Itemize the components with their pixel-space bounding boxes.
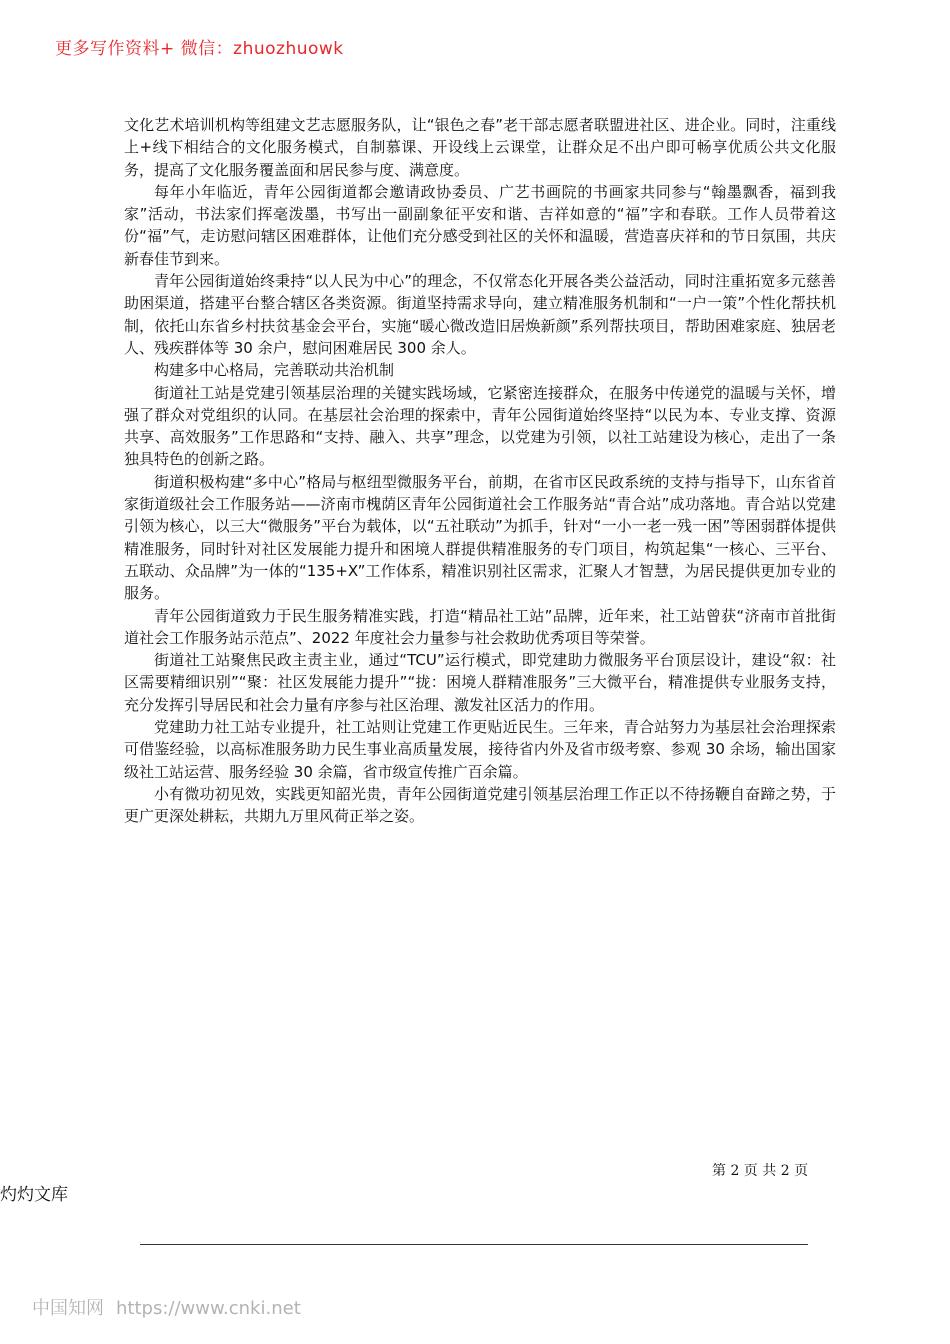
paragraph: 青年公园街道始终秉持“以人民为中心”的理念，不仅常态化开展各类公益活动，同时注重拓宽多元慈善助困渠道，搭建平台整合辖区各类资源。街道坚持需求导向，建立精准服务机制和“一户一策”个性化帮扶机制，依托山东省乡村扶贫基金会平台，实施“暖心微改造旧居焕新颜”系列帮扶项目，帮助困难家庭、独居老人、残疾群体等 30 余户，慰问困难居民 300 余人。 — [124, 272, 837, 357]
paragraph: 街道社工站是党建引领基层治理的关键实践场域，它紧密连接群众，在服务中传递党的温暖与关怀，增强了群众对党组织的认同。在基层社会治理的探索中，青年公园街道始终坚持“以民为本、专业支撑、资源共享、高效服务”工作思路和“支持、融入、共享”理念，以党建为引领，以社工站建设为核心，走出了一条独具特色的创新之路。 — [124, 383, 836, 469]
watermark-url: https://www.cnki.net — [116, 1298, 301, 1319]
article-body — [124, 114, 836, 828]
promo-banner-text: 更多写作资料+ 微信：zhuozhuowk — [55, 39, 344, 59]
paragraph: 小有微功初见效，实践更知韶光贵，青年公园街道党建引领基层治理工作正以不待扬鞭自奋蹄之势，于更广更深处耕耘，共期九万里风荷正举之姿。 — [124, 784, 836, 826]
paragraph: 每年小年临近，青年公园街道都会邀请政协委员、广艺书画院的书画家共同参与“翰墨飘香，福到我家”活动，书法家们挥毫泼墨，书写出一副副象征平安和谐、吉祥如意的“福”字和春联。工作人员带着这份“福”气，走访慰问辖区困难群体，让他们充分感受到社区的关怀和温暖，营造喜庆祥和的节日氛围，共庆新春佳节到来。 — [124, 182, 836, 268]
paragraph: 街道社工站聚焦民政主责主业，通过“TCU”运行模式，即党建助力微服务平台顶层设计，建设“叙：社区需要精细识别”“聚：社区发展能力提升”“拢：困境人群精准服务”三大微平台，精准提供专业服务支持，充分发挥引导居民和社会力量有序参与社区治理、激发社区活力的作用。 — [124, 651, 836, 714]
section-heading: 构建多中心格局，完善联动共治机制 — [154, 361, 395, 380]
footer-divider — [140, 1244, 808, 1245]
paragraph: 街道积极构建“多中心”格局与枢纽型微服务平台，前期，在省市区民政系统的支持与指导下，山东省首家街道级社会工作服务站——济南市槐荫区青年公园街道社会工作服务站“青合站”成功落地。青合站以党建引领为核心，以三大“微服务”平台为载体，以“五社联动”为抓手，针对“一小一老一残一困”等困弱群体提供精准服务，同时针对社区发展能力提升和困境人群提供精准服务的专门项目，构筑起集“一核心、三平台、五联动、众品牌”为一体的“135+X”工作体系，精准识别社区需求，汇聚人才智慧，为居民提供更加专业的服务。 — [124, 472, 836, 603]
paragraph: 文化艺术培训机构等组建文艺志愿服务队，让“银色之春”老干部志愿者联盟进社区、进企业。同时，注重线上+线下相结合的文化服务模式，自制慕课、开设线上云课堂，让群众足不出户即可畅享优质公共文化服务，提高了文化服务覆盖面和居民参与度、满意度。 — [124, 116, 836, 179]
page-number: 第 2 页 共 2 页 — [712, 1163, 809, 1179]
watermark — [32, 1294, 313, 1320]
paragraph: 青年公园街道致力于民生服务精准实践，打造“精品社工站”品牌，近年来，社工站曾获“济南市首批街道社会工作服务站示范点”、2022 年度社会力量参与社会救助优秀项目等荣誉。 — [124, 606, 836, 647]
footer-brand: 灼灼文库 — [0, 1185, 68, 1205]
watermark-site-name: 中国知网 — [32, 1298, 104, 1319]
paragraph: 党建助力社工站专业提升，社工站则让党建工作更贴近民生。三年来，青合站努力为基层社会治理探索可借鉴经验，以高标准服务助力民生事业高质量发展，接待省内外及省市级考察、参观 30 余场，输出国家级社工站运营、服务经验 30 余篇，省市级宣传推广百余篇。 — [124, 718, 836, 781]
